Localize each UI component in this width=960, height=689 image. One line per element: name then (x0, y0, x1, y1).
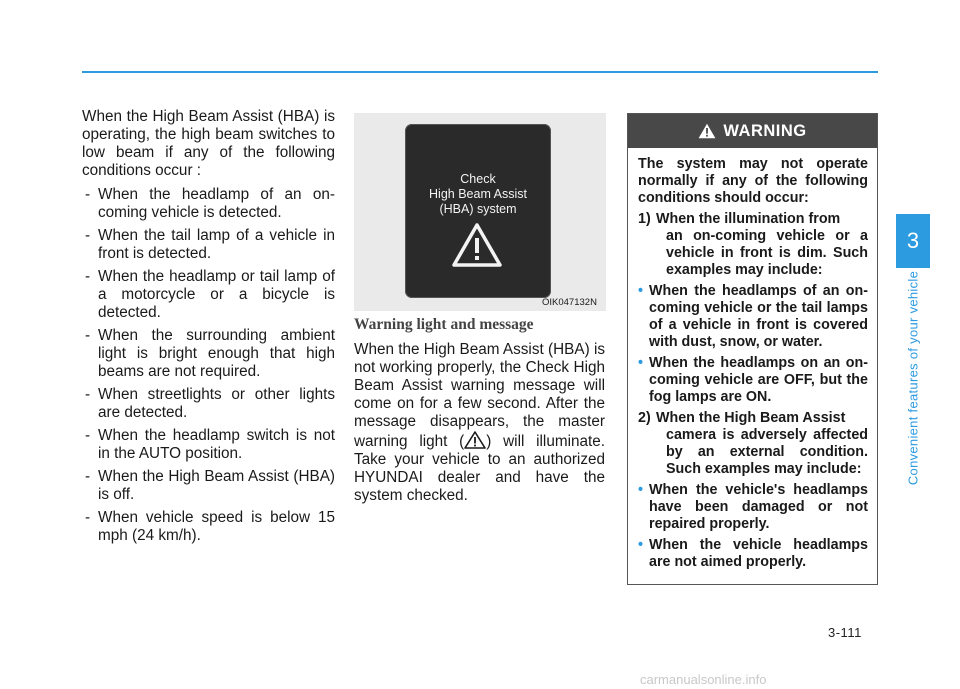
bullet-item: • When the vehicle headlamps are not aimed properly. (638, 537, 868, 571)
list-item: - When the surrounding ambient light is bright enough that high beams are not required. (82, 327, 335, 381)
bullet-item: • When the headlamps on an on-coming vehicle are OFF, but the fog lamps are ON. (638, 355, 868, 406)
item-text: When the High Beam Assist (656, 410, 846, 426)
cluster-display-screen (405, 124, 551, 298)
list-item: - When the headlamp of an on-coming vehicle is detected. (82, 186, 335, 222)
cluster-display-figure (354, 113, 606, 311)
list-item: - When the tail lamp of a vehicle in front is detected. (82, 227, 335, 263)
chapter-tab: 3 (896, 214, 930, 268)
bullet-item: • When the vehicle's headlamps have been damaged or not repaired properly. (638, 482, 868, 533)
item-number: 1) (638, 211, 651, 227)
paragraph-text: ) will illuminate. Take your vehicle to an authorized HYUNDAI dealer and have the system checked. (354, 433, 605, 504)
hba-intro-paragraph: When the High Beam Assist (HBA) is operating, the high beam switches to low beam if any of the following conditions occur : (82, 108, 335, 179)
numbered-item (638, 410, 868, 478)
paragraph-text: When the High Beam Assist (HBA) is not working properly, the Check High Beam Assist warning message will come on for a few second. After the message disappears, the master warning light ( (354, 341, 605, 450)
item-number: 2) (638, 410, 651, 426)
list-item: - When the headlamp or tail lamp of a motorcycle or a bicycle is detected. (82, 268, 335, 322)
figure-caption: OIK047132N (542, 297, 597, 308)
chapter-label: Convenient features of your vehicle (905, 270, 921, 486)
warning-triangle-icon (698, 123, 716, 139)
page-number: 3-111 (828, 625, 862, 640)
section-heading: Warning light and message (354, 316, 534, 333)
item-text: an on-coming vehicle or a vehicle in front is dim. Such examples may include: (666, 228, 868, 278)
warning-light-paragraph (354, 341, 605, 505)
hba-conditions-list (82, 186, 335, 545)
display-line: Check (460, 172, 496, 186)
item-text: camera is adversely affected by an external condition. Such examples may include: (666, 427, 868, 477)
numbered-item (638, 211, 868, 279)
list-item: - When vehicle speed is below 15 mph (24 km/h). (82, 509, 335, 545)
watermark: carmanualsonline.info (640, 672, 767, 687)
warning-light-section (354, 316, 605, 505)
display-line: (HBA) system (439, 202, 517, 216)
hba-conditions-column (82, 108, 335, 550)
warning-header (628, 114, 877, 148)
warning-triangle-icon (451, 222, 503, 268)
master-warning-icon (464, 431, 486, 449)
warning-box (627, 113, 878, 585)
list-item: - When the High Beam Assist (HBA) is off. (82, 468, 335, 504)
bullet-item: • When the headlamps of an on-coming vehicle or the tail lamps of a vehicle in front is covered with dust, snow, or water. (638, 283, 868, 351)
warning-intro: The system may not operate normally if any of the following conditions should occur: (638, 156, 868, 206)
warning-body (628, 148, 877, 571)
header-rule (82, 71, 878, 73)
warning-title: WARNING (723, 121, 807, 140)
display-message (405, 172, 551, 217)
display-line: High Beam Assist (429, 187, 527, 201)
list-item: - When streetlights or other lights are detected. (82, 386, 335, 422)
list-item: - When the headlamp switch is not in the AUTO position. (82, 427, 335, 463)
item-text: When the illumination from (656, 211, 841, 227)
